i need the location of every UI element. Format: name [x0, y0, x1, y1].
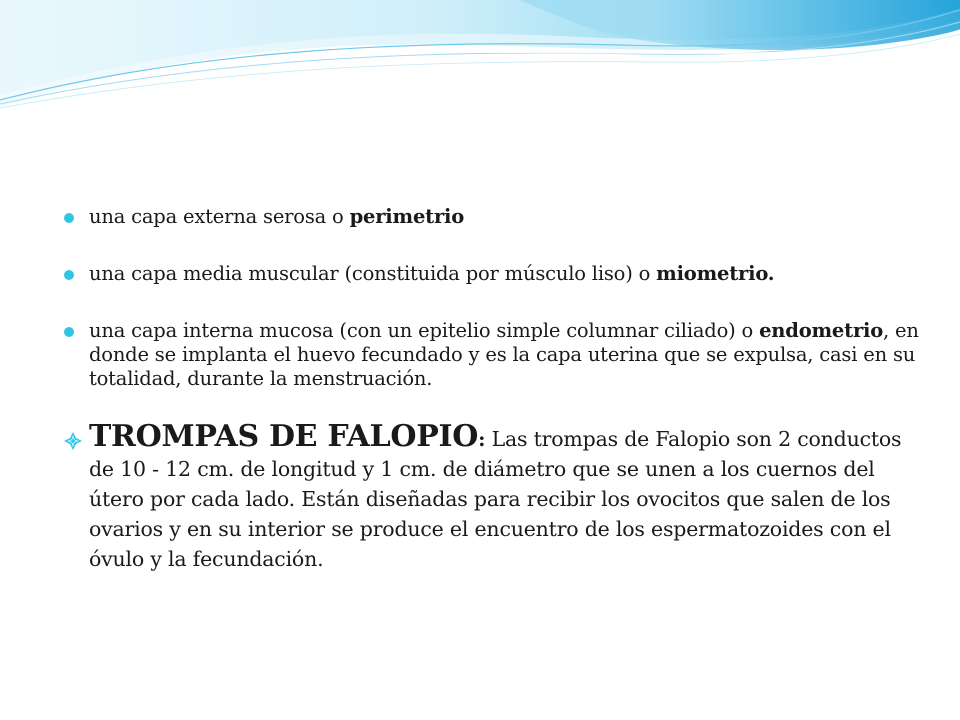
slide-content: [64, 205, 924, 574]
circle-bullet-icon: [64, 327, 74, 337]
diamond-bullet-icon: [64, 432, 82, 450]
bullet-text: una capa media muscular (constituida por músculo liso) o: [89, 262, 657, 285]
circle-bullet-icon: [64, 270, 74, 280]
feature-trompas-de-falopio: [64, 419, 924, 574]
bullet-text-after: , en donde se implanta el huevo fecundado y es la capa uterina que se expulsa, casi en su totalidad, durante la menstruación.: [89, 319, 919, 390]
bullet-bold-term: perimetrio: [349, 205, 465, 228]
bullet-text: una capa externa serosa o: [89, 205, 350, 228]
bullet-miometrio: [64, 262, 924, 286]
bullet-bold-term: endometrio: [759, 319, 884, 342]
bullet-perimetrio: [64, 205, 924, 229]
bullet-text: una capa interna mucosa (con un epitelio simple columnar ciliado) o: [89, 319, 760, 342]
bullet-bold-term: miometrio.: [656, 262, 775, 285]
feature-heading: TROMPAS DE FALOPIO: [89, 419, 479, 454]
header-wave-decoration: [0, 0, 960, 120]
bullet-endometrio: [64, 319, 924, 391]
circle-bullet-icon: [64, 213, 74, 223]
feature-body: Las trompas de Falopio son 2 conductos de 10 - 12 cm. de longitud y 1 cm. de diámetro que se unen a los cuernos del útero por cada lado. Están diseñadas para recibir los ovocitos que salen de los ovarios y en su interior se produce el encuentro de los espermatozoides con el óvulo y la fecundación.: [89, 427, 902, 571]
feature-colon: :: [478, 427, 486, 451]
